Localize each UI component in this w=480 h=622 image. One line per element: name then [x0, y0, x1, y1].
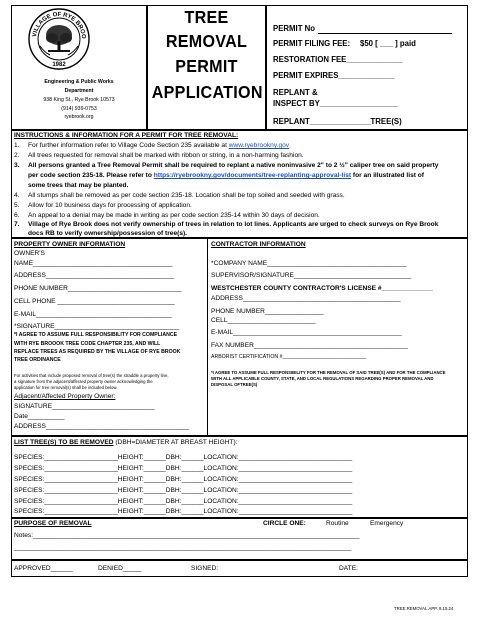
instruction-5-text: Allow for 10 business days for processing of application. — [28, 202, 192, 209]
contractor-fax-field[interactable]: FAX NUMBER__________________________________________ — [211, 342, 408, 349]
contractor-cell-field[interactable]: CELL________________________ — [211, 317, 316, 324]
owner-address-field[interactable]: ADDRESS___________________________________ — [14, 272, 175, 279]
instruction-7-line-a: Village of Rye Brook does not verify ownership of trees in relation to lot lines. Applicants are urged to check surveys on Rye Brook — [28, 221, 439, 228]
adjacent-date-field[interactable]: Date__________ — [14, 413, 65, 420]
routine-option[interactable]: Routine — [326, 520, 349, 527]
adjacent-note-line3: application for tree removal(s) shall be included below. — [14, 385, 118, 390]
owner-agreement-line2: WITH RYE BROOOK TREE CODE CHAPTER 235, AND WILL — [14, 341, 161, 347]
denied-field[interactable]: DENIED_____ — [98, 565, 142, 572]
contractor-agreement-line2: WITH ALL APPLICABLE COUNTY, STATE, AND LOCAL REGULATIONS REGARDING PROPER REMOVAL AND — [211, 376, 434, 381]
permit-number-field[interactable] — [318, 33, 452, 34]
owner-name-field[interactable]: NAME______________________________________ — [14, 260, 173, 267]
purpose-heading: PURPOSE OF REMOVAL — [14, 520, 92, 527]
adjacent-address-field[interactable]: ADDRESS_______________________________________ — [14, 423, 189, 430]
tree-row-1[interactable]: SPECIES:____________________HEIGHT:______DBH:______LOCATION:_______________________________ — [14, 454, 353, 461]
restoration-fee-field[interactable]: RESTORATION FEE_____________ — [273, 55, 403, 64]
notes-field[interactable]: Notes:_________________________________________________________________________________________ — [14, 532, 360, 539]
instruction-3-line-a: All persons granted a Tree Removal Permit shall be required to replant a native noninvasive 2" to 2 ½" caliper tree on said property — [28, 162, 439, 169]
adjacent-owner-heading: Adjacent/Affected Property Owner: — [14, 393, 116, 400]
dept-phone: (914) 939-0753 — [61, 106, 97, 112]
instruction-6-text: An appeal to a denial may be made in writing as per code section 235-14 within 30 days of decision. — [28, 212, 320, 219]
owner-agreement-line4: TREE ORDINANCE — [14, 357, 61, 363]
title-line-4: APPLICATION — [151, 82, 263, 102]
instruction-3-line-b: per code section 235-18. Please refer to https://ryebrookny.gov/documents/tree-replanting-approval-list for an illustrated list of — [28, 172, 424, 179]
contractor-box — [207, 238, 468, 436]
instructions-heading: INSTRUCTIONS & INFORMATION FOR A PERMIT FOR TREE REMOVAL: — [14, 132, 239, 139]
owner-cell-field[interactable]: CELL PHONE ________________________________ — [14, 298, 175, 305]
approval-box — [11, 560, 468, 577]
tree-row-3[interactable]: SPECIES:____________________HEIGHT:______DBH:______LOCATION:_______________________________ — [14, 476, 353, 483]
adjacent-note-line2: a signature from the adjacent/affected property owner acknowledging the — [14, 379, 153, 384]
instruction-2-number: 2. — [14, 152, 20, 159]
adjacent-signature-field[interactable]: SIGNATURE____________________________ — [14, 403, 155, 410]
form-footer-code: TREE.REMOVAL.APP. 8.15.24 — [394, 606, 454, 611]
village-website-link[interactable]: www.ryebrookny.gov — [228, 142, 290, 149]
title-line-3: PERMIT — [175, 56, 238, 76]
contractor-phone-field[interactable]: PHONE NUMBER________________ — [211, 308, 324, 315]
replanting-list-link[interactable]: https://ryebrookny.gov/documents/tree-replanting-approval-list — [153, 172, 352, 179]
instruction-4-number: 4. — [14, 192, 20, 199]
title-line-1: TREE — [184, 7, 229, 27]
adjacent-note-line1: For activities that include proposed removal of tree(s) the straddle a property line, — [14, 373, 169, 378]
permit-fee-value[interactable]: $50 [ ___ ] paid — [360, 39, 416, 48]
svg-text:VILLAGE OF RYE BROOK · NEW YOR: VILLAGE OF RYE BROO — [32, 11, 87, 40]
inspect-by-field[interactable]: INSPECT BY__________________ — [273, 99, 398, 108]
approved-field[interactable]: APPROVED______ — [14, 565, 73, 572]
instruction-1-text: For further information refer to Village Code Section 235 available at www.ryebrookny.gov — [28, 142, 290, 149]
owner-agreement-line1: *I AGREE TO ASSUME FULL RESPONSIBILITY FOR COMPLIANCE — [14, 332, 178, 338]
owner-owners-label: OWNER'S — [14, 250, 45, 257]
contractor-heading: CONTRACTOR INFORMATION — [211, 241, 306, 248]
tree-row-4[interactable]: SPECIES:____________________HEIGHT:______DBH:______LOCATION:_______________________________ — [14, 487, 353, 494]
contractor-agreement-line3: DISPOSAL OFTREE(S) — [211, 382, 258, 387]
instruction-5-number: 5. — [14, 202, 20, 209]
owner-signature-field[interactable]: *SIGNATURE__________________________________ — [14, 323, 180, 330]
dept-address: 938 King St., Rye Brook 10573 — [43, 97, 115, 103]
permit-expires-field[interactable]: PERMIT EXPIRES_____________ — [273, 71, 395, 80]
title-line-2: REMOVAL — [165, 31, 248, 51]
owner-agreement-line3: REPLACE TREES AS REQUIRED BY THE VILLAGE OF RYE BROOK — [14, 349, 181, 355]
contractor-arborist-field[interactable]: ARBORIST CERTIFICATION #_____________________________ — [211, 354, 367, 360]
replant-label: REPLANT & — [273, 88, 318, 97]
instruction-1-number: 1. — [14, 142, 20, 149]
circle-one-label: CIRCLE ONE: — [263, 520, 306, 527]
tree-row-2[interactable]: SPECIES:____________________HEIGHT:______DBH:______LOCATION:_______________________________ — [14, 465, 353, 472]
tree-row-5[interactable]: SPECIES:____________________HEIGHT:______DBH:______LOCATION:_______________________________ — [14, 498, 353, 505]
contractor-agreement-line1: *I AGREE TO ASSUME FULL RESPONSIBILITY FOR THE REMOVAL OF SAID TREE(S) AND FOR THE COMPLIANCE — [211, 370, 446, 375]
owner-email-field[interactable]: E-MAIL_____________________________________ — [14, 311, 172, 318]
contractor-address-field[interactable]: ADDRESS___________________________________________ — [211, 295, 401, 302]
dept-website: ryebrook.org — [64, 114, 94, 120]
instruction-4-text: All stumps shall be removed as per code section 235-18. Location shall be top soiled and seeded with grass. — [28, 192, 345, 199]
village-seal-logo — [28, 8, 90, 70]
emergency-option[interactable]: Emergency — [370, 520, 404, 527]
instruction-3-number: 3. — [14, 162, 20, 169]
owner-phone-field[interactable]: PHONE NUMBER_______________________________ — [14, 285, 182, 292]
contractor-email-field[interactable]: E-MAIL______________________________________________ — [211, 329, 402, 336]
tree-row-6[interactable]: SPECIES:____________________HEIGHT:______DBH:______LOCATION:_______________________________ — [14, 508, 353, 515]
notes-field-line2[interactable]: ____________________________________________________________________________________________ — [14, 544, 352, 551]
instruction-7-line-b: docs RB to verify ownership/possession of tree(s). — [28, 230, 188, 237]
dept-name-line2: Department — [64, 88, 94, 94]
instruction-3-line-d: some trees that may be planted. — [28, 182, 129, 189]
instruction-2-text: All trees requested for removal shall be marked with ribbon or string, in a non-harming fashion. — [28, 152, 304, 159]
dept-name-line1: Engineering & Public Works — [44, 79, 114, 85]
contractor-company-field[interactable]: *COMPANY NAME______________________________________ — [211, 260, 407, 267]
svg-text:1982: 1982 — [52, 62, 66, 68]
instruction-6-number: 6. — [14, 212, 20, 219]
replant-trees-field[interactable]: REPLANT______________TREE(S) — [273, 117, 402, 126]
signed-label: SIGNED: — [191, 565, 219, 572]
date-label: DATE: — [339, 565, 358, 572]
permit-fee-label: PERMIT FILING FEE: — [273, 39, 351, 48]
contractor-license-field[interactable]: WESTCHESTER COUNTY CONTRACTOR'S LICENSE #______________ — [211, 285, 433, 292]
trees-heading: LIST TREE(S) TO BE REMOVED (DBH=DIAMETER AT BREAST HEIGHT): — [14, 439, 238, 446]
permit-number-label: PERMIT No — [273, 24, 316, 33]
contractor-supervisor-field[interactable]: SUPERVISOR/SIGNATURE________________________________ — [211, 272, 412, 279]
instruction-7-number: 7. — [14, 221, 20, 228]
owner-heading: PROPERTY OWNER INFORMATION — [14, 241, 126, 248]
